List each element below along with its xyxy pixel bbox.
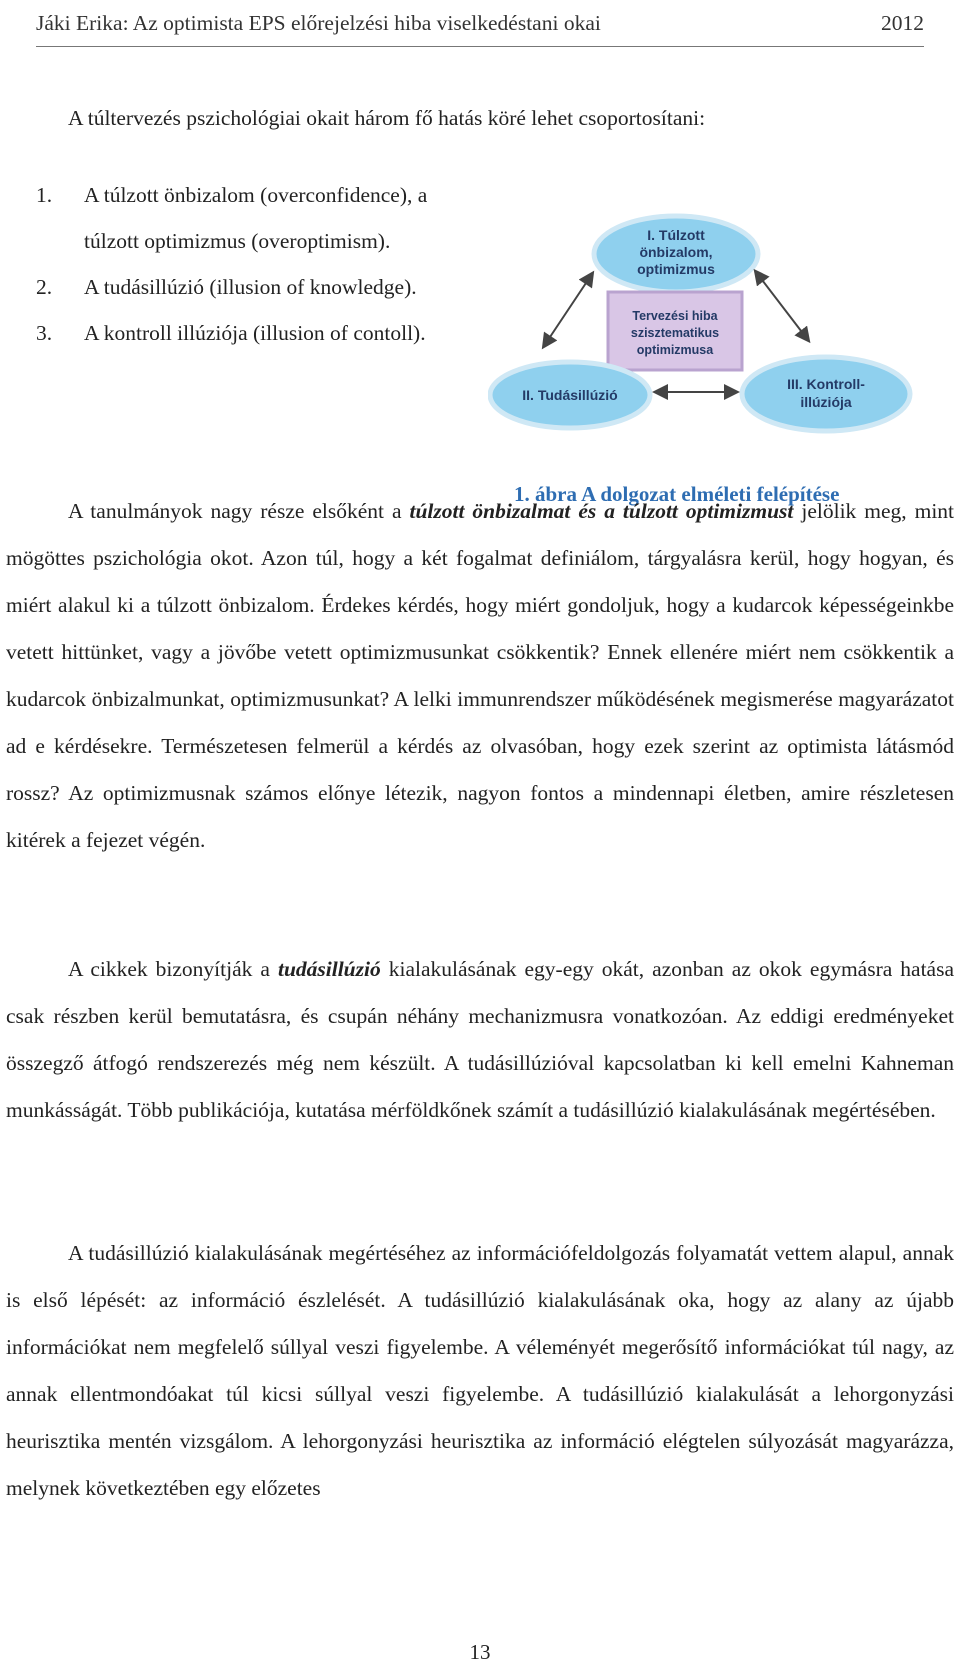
framework-diagram — [488, 212, 960, 462]
paragraph-2 — [6, 946, 954, 1134]
top-ellipse-line3: optimizmus — [637, 261, 715, 277]
center-box-line2: szisztematikus — [630, 326, 720, 340]
list-text: A kontroll illúziója (illusion of contoll). — [84, 321, 426, 345]
list-item — [36, 310, 466, 356]
top-ellipse-line2: önbizalom, — [639, 244, 713, 260]
paragraph-1-start: A tanulmányok nagy része elsőként a — [68, 499, 402, 523]
paragraph-2-rest: kialakulásának egy-egy okát, azonban az okok egymásra hatása csak részben kerül bemutatásra, és csupán néhány mechanizmusra vonatkozóan. Az eddigi eredményeket összegző átfogó rendszerezés még nem készült. A tudásillúzióval kapcsolatban ki kell emelni Kahneman munkásságát. Több publikációja, kutatása mérföldkőnek számít a tudásillúzió kialakulásának megértésében. — [6, 957, 955, 1122]
paragraph-3-text: A tudásillúzió kialakulásának megértéséhez az információfeldolgozás folyamatát vettem alapul, annak is első lépését: az információ észlelését. A tudásillúzió kialakulásának oka, hogy az alany az újabb információkat nem megfelelő súllyal veszi figyelembe. A véleményét megerősítő információkat túl nagy, az annak ellentmondóakat túl kicsi súllyal veszi figyelembe. A tudásillúzió kialakulását a lehorgonyzási heurisztika mentén vizsgálom. A lehorgonyzási heurisztika az információ elégtelen súlyozását magyarázza, melynek következtében egy előzetes — [6, 1241, 954, 1500]
list-item — [36, 172, 466, 264]
list-item — [36, 264, 466, 310]
right-ellipse-line1: III. Kontroll- — [787, 376, 865, 392]
header-title: Jáki Erika: Az optimista EPS előrejelzési hiba viselkedéstani okai — [36, 10, 601, 35]
paragraph-3 — [6, 1230, 954, 1512]
paragraph-2-emphasis: tudásillúzió — [277, 957, 381, 981]
right-ellipse-line2: illúziója — [800, 394, 852, 410]
list-number: 3. — [36, 321, 53, 345]
intro-sentence: A túltervezés pszichológiai okait három fő hatás köré lehet csoportosítani: — [68, 106, 706, 130]
page-header — [36, 0, 924, 47]
center-box-line3: optimizmusa — [636, 343, 714, 357]
arrow-top-right — [756, 272, 808, 340]
list-text: A tudásillúzió (illusion of knowledge). — [84, 275, 417, 299]
paragraph-1 — [6, 488, 954, 864]
list-text: A túlzott önbizalom (overconfidence), a túlzott optimizmus (overoptimism). — [84, 183, 428, 253]
figure-caption: 1. ábra A dolgozat elméleti felépítése — [514, 482, 840, 506]
cause-list — [36, 172, 466, 356]
top-ellipse-line1: I. Túlzott — [647, 227, 705, 243]
arrow-top-left — [544, 274, 592, 346]
header-year: 2012 — [881, 10, 924, 35]
paragraph-1-rest: jelölik meg, mint mögöttes pszichológia okot. Azon túl, hogy a két fogalmat definiálom, tárgyalásra kerül, hogy hogyan, és miért alakul ki a túlzott önbizalom. Érdekes kérdés, hogy miért gondoljuk, hogy a kudarcok képességeinkbe vetett hittünket, vagy a jövőbe vetett optimizmusunkat csökkentik? Ennek ellenére miért nem csökkentik a kudarcok önbizalmunkat, optimizmusunkat? A lelki immunrendszer működésének megismerése magyarázatot ad e kérdésekre. Természetesen felmerül a kérdés az olvasóban, hogy ezek szerint az optimista látásmód rossz? Az optimizmusnak számos előnye létezik, nagyon fontos a mindennapi életben, amire részletesen kitérek a fejezet végén. — [6, 499, 955, 852]
paragraph-1-emphasis: túlzott önbizalmat és a túlzott optimizmust — [409, 499, 794, 523]
page-number: 13 — [469, 1640, 491, 1664]
list-number: 2. — [36, 275, 53, 299]
list-number: 1. — [36, 183, 53, 207]
center-box-line1: Tervezési hiba — [632, 309, 718, 323]
paragraph-2-start: A cikkek bizonyítják a — [68, 957, 270, 981]
left-ellipse-label: II. Tudásillúzió — [522, 387, 618, 403]
